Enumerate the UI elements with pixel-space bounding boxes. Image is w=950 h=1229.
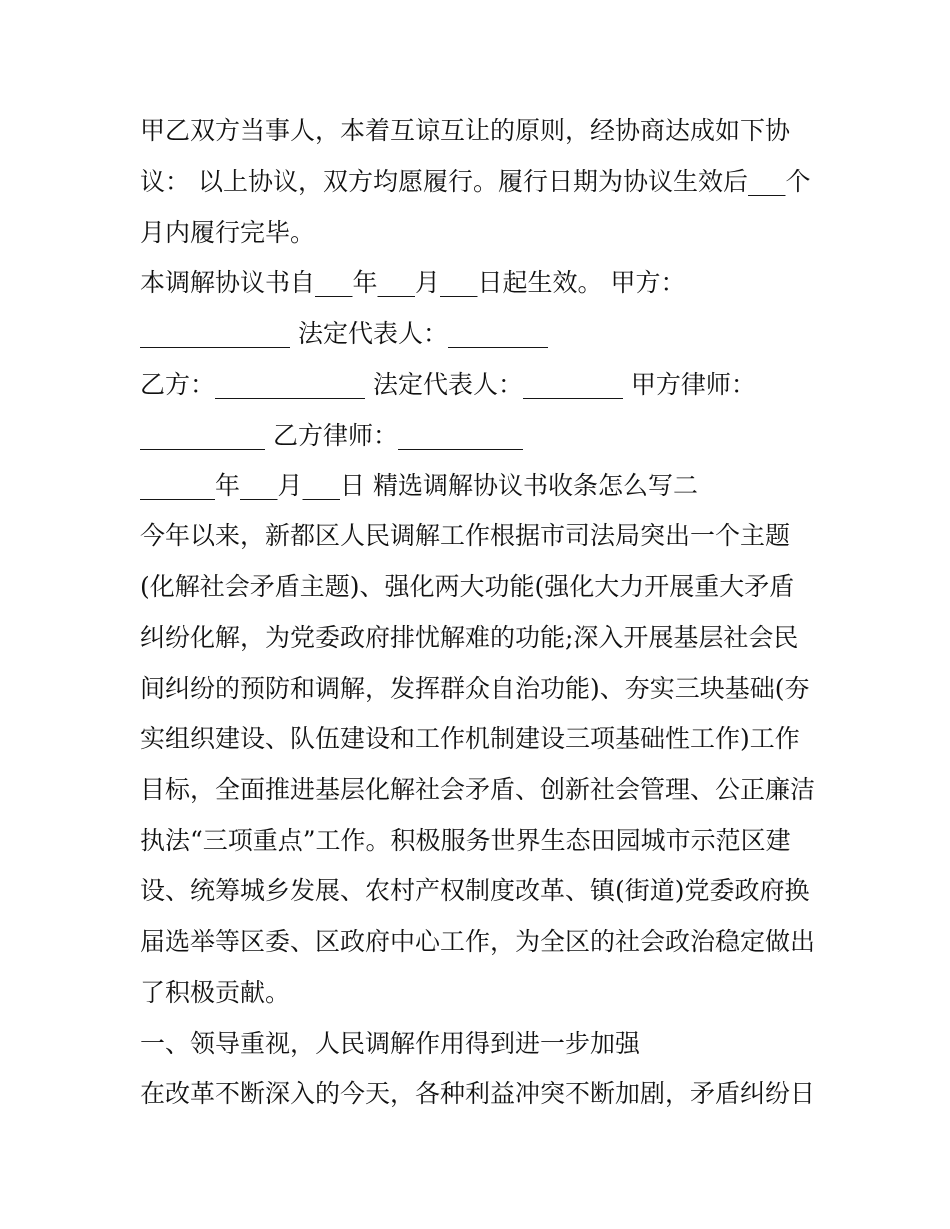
text-line: 甲乙双方当事人，本着互谅互让的原则，经协商达成如下协	[140, 116, 791, 145]
text-line: __________ 乙方律师：__________	[140, 421, 523, 450]
text-line: 乙方：____________ 法定代表人：________ 甲方律师：	[140, 370, 756, 399]
text-line: 设、统筹城乡发展、农村产权制度改革、镇(街道)党委政府换	[140, 876, 810, 905]
text-line: 目标，全面推进基层化解社会矛盾、创新社会管理、公正廉洁	[140, 775, 816, 804]
text-line: 实组织建设、队伍建设和工作机制建设三项基础性工作)工作	[140, 724, 800, 753]
text-line: 了积极贡献。	[140, 978, 291, 1007]
text-line: 月内履行完毕。	[140, 218, 316, 247]
text-line: 间纠纷的预防和调解，发挥群众自治功能)、夯实三块基础(夯	[140, 674, 810, 703]
text-line: 届选举等区委、区政府中心工作，为全区的社会政治稳定做出	[140, 927, 816, 956]
text-line: ______年___月___日 精选调解协议书收条怎么写二	[140, 471, 698, 500]
text-line: 在改革不断深入的今天，各种利益冲突不断加剧，矛盾纠纷日	[140, 1079, 816, 1108]
text-line: 今年以来，新都区人民调解工作根据市司法局突出一个主题	[140, 521, 791, 550]
text-line: ____________ 法定代表人：________	[140, 319, 548, 348]
text-line: 本调解协议书自___年___月___日起生效。 甲方：	[140, 268, 686, 297]
section-heading: 一、领导重视，人民调解作用得到进一步加强	[140, 1029, 641, 1058]
text-line: 议： 以上协议，双方均愿履行。履行日期为协议生效后___个	[140, 167, 811, 196]
text-line: 纠纷化解，为党委政府排忧解难的功能;深入开展基层社会民	[140, 623, 799, 652]
text-line: 执法“三项重点”工作。积极服务世界生态田园城市示范区建	[140, 826, 791, 855]
text-line: (化解社会矛盾主题)、强化两大功能(强化大力开展重大矛盾	[140, 572, 795, 601]
